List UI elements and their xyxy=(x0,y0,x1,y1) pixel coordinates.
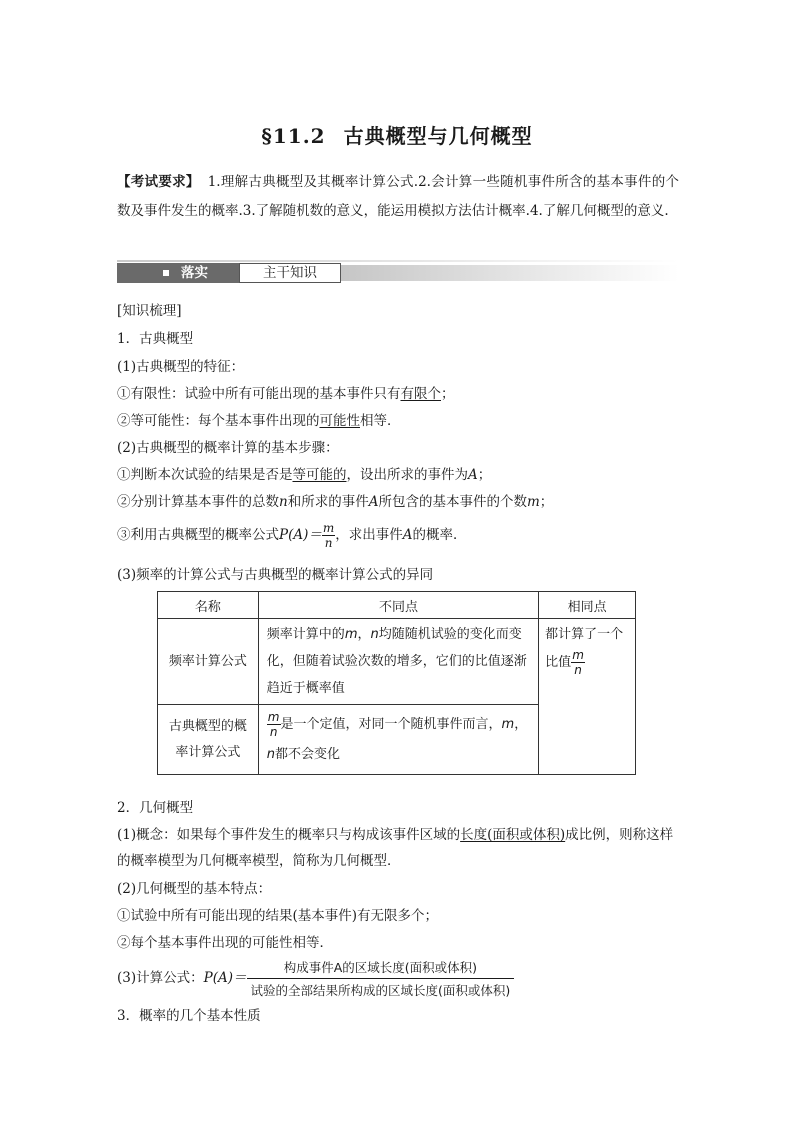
text-segment: 和所求的事件 xyxy=(287,494,369,510)
table-header-cell: 不同点 xyxy=(258,592,538,619)
row-diff-classical xyxy=(258,705,538,775)
geometric-feature-equal: ②每个基本事件出现的可能性相等． xyxy=(117,935,333,951)
math-variable: A xyxy=(468,467,478,483)
heading-properties: 3．概率的几个基本性质 xyxy=(117,1008,261,1024)
underlined-answer: 可能性 xyxy=(319,413,360,429)
fraction-numerator: m xyxy=(267,709,280,724)
text-segment: ①有限性：试验中所有可能出现的基本事件只有 xyxy=(117,386,401,402)
section-banner xyxy=(117,263,679,283)
text-segment: ②等可能性：每个基本事件出现的 xyxy=(117,413,320,429)
geometric-fraction xyxy=(247,958,515,999)
page-title xyxy=(0,120,794,149)
common-point-text: 都计算了一个比值 xyxy=(545,627,624,670)
underlined-answer: 长度(面积或体积) xyxy=(460,827,566,843)
text-segment: ， xyxy=(357,627,371,642)
text-segment: (3)计算公式： xyxy=(117,970,204,986)
step-2 xyxy=(117,489,679,515)
text-segment: 是一个定值，对同一个随机事件而言， xyxy=(280,716,502,732)
banner-light-label: 主干知识 xyxy=(239,263,341,283)
table-row xyxy=(158,619,636,705)
text-segment: 均随随机试验的变化而变化，但随着试验次数的增多，它们的比值逐渐趋近于概率值 xyxy=(266,627,527,696)
underlined-answer: 等可能的 xyxy=(292,467,347,483)
row-name-classical: 古典概型的概率计算公式 xyxy=(158,705,259,775)
exam-requirements xyxy=(117,168,679,226)
step-1 xyxy=(117,462,679,488)
underlined-answer: 有限个 xyxy=(400,386,441,402)
text-segment: (1)概念：如果每个事件发生的概率只与构成该事件区域的 xyxy=(117,827,461,843)
feature-equal xyxy=(117,408,679,434)
section-title: 古典概型与几何概型 xyxy=(343,124,533,148)
text-segment: ，求出事件 xyxy=(335,527,403,543)
square-bullet-icon xyxy=(163,270,169,276)
common-point-cell xyxy=(539,619,636,775)
steps-title: (2)古典概型的概率计算的基本步骤： xyxy=(117,440,339,456)
math-variable: m xyxy=(501,716,515,732)
math-variable: n xyxy=(266,746,276,762)
math-variable: n xyxy=(370,627,379,642)
banner-gradient xyxy=(341,265,679,281)
math-variable: m xyxy=(526,494,540,510)
math-variable: A xyxy=(402,527,413,543)
math-variable: A xyxy=(368,494,379,510)
heading-classical: 1．古典概型 xyxy=(117,331,194,347)
text-segment: 相等． xyxy=(360,413,401,429)
fraction-numerator: m xyxy=(322,521,335,535)
row-diff-frequency xyxy=(258,619,538,705)
heading-geometric: 2．几何概型 xyxy=(117,800,194,816)
section-number: §11.2 xyxy=(261,124,326,148)
geometric-features-title: (2)几何概型的基本特点： xyxy=(117,881,272,897)
text-segment: 频率计算中的 xyxy=(266,627,345,642)
text-segment: 的概率． xyxy=(412,527,467,543)
fraction-denominator: n xyxy=(324,536,333,550)
classical-features-title: (1)古典概型的特征： xyxy=(117,359,245,375)
text-segment: ③利用古典概型的概率公式 xyxy=(117,527,279,543)
text-segment: 所包含的基本事件的个数 xyxy=(378,494,527,510)
text-segment: ； xyxy=(441,386,455,402)
text-segment: ； xyxy=(539,494,554,510)
banner-rule xyxy=(117,260,679,262)
comparison-title: (3)频率的计算公式与古典概型的概率计算公式的异同 xyxy=(117,567,434,583)
text-segment: ，设出所求的事件为 xyxy=(346,467,468,483)
requirements-tag: 【考试要求】 xyxy=(117,174,200,190)
banner-dark-label: 落实 xyxy=(181,265,208,281)
math-variable: m xyxy=(344,627,358,642)
banner-dark-block xyxy=(117,263,239,283)
probability-formula: P(A)＝ xyxy=(279,527,322,543)
table-header-cell: 名称 xyxy=(158,592,259,619)
geometric-feature-infinite: ①试验中所有可能出现的结果(基本事件)有无限多个； xyxy=(117,908,439,924)
text-segment: ； xyxy=(477,467,492,483)
text-segment: ①判断本次试验的结果是否是 xyxy=(117,467,293,483)
geometric-formula xyxy=(117,958,514,999)
fraction-m-over-n xyxy=(322,522,335,549)
geometric-concept xyxy=(117,822,679,874)
math-variable: n xyxy=(279,494,288,510)
probability-formula: P(A)＝ xyxy=(203,970,247,986)
text-segment: ， xyxy=(514,716,528,732)
fraction-numerator: m xyxy=(572,648,584,662)
fraction-denominator: n xyxy=(269,724,278,739)
row-name-frequency: 频率计算公式 xyxy=(158,619,259,705)
feature-finite xyxy=(117,381,679,407)
fraction-m-over-n xyxy=(267,711,281,738)
text-segment: 成比例，则称这样的概率模型为几何概率模型，简称为几何概型． xyxy=(117,827,674,869)
step-3 xyxy=(117,522,679,549)
comparison-table xyxy=(157,591,636,775)
text-segment: ②分别计算基本事件的总数 xyxy=(117,494,279,510)
fraction-denominator: 试验的全部结果所构成的区域长度(面积或体积) xyxy=(250,983,511,998)
fraction-numerator: 构成事件A的区域长度(面积或体积) xyxy=(247,958,515,979)
knowledge-heading: [知识梳理] xyxy=(117,303,182,319)
table-header-row xyxy=(158,592,636,619)
fraction-denominator: n xyxy=(574,663,582,677)
requirements-text: 1.理解古典概型及其概率计算公式.2.会计算一些随机事件所含的基本事件的个数及事件发生的概率.3.了解随机数的意义，能运用模拟方法估计概率.4.了解几何概型的意义. xyxy=(117,174,679,219)
fraction-m-over-n xyxy=(571,649,585,676)
text-segment: 都不会变化 xyxy=(275,746,341,762)
table-header-cell: 相同点 xyxy=(539,592,636,619)
